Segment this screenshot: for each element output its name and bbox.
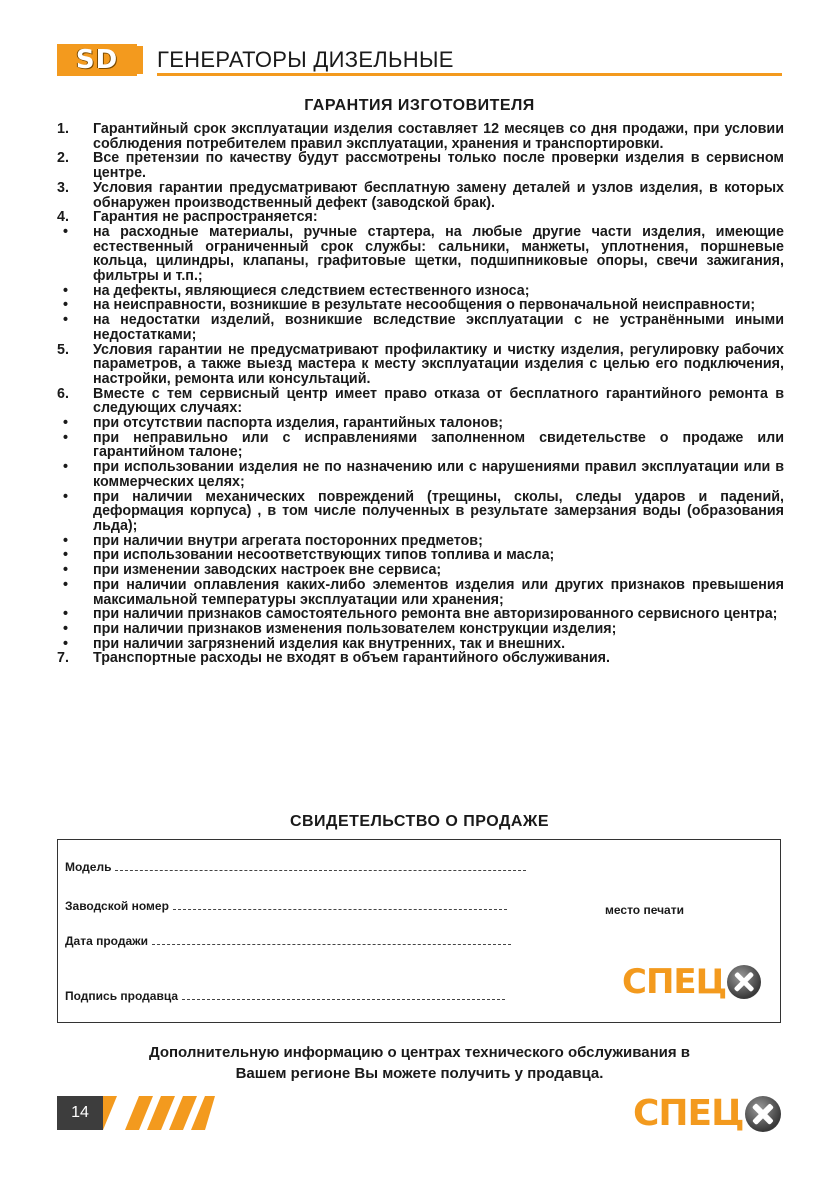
warranty-item-number: 7. (57, 650, 69, 667)
warranty-item-number: 4. (57, 209, 69, 226)
page-header (57, 44, 782, 76)
screw-icon (727, 965, 761, 999)
warranty-item-number: 5. (57, 341, 69, 358)
warranty-item (57, 343, 784, 387)
serial-number-field[interactable] (65, 899, 507, 913)
service-info-line-2: Вашем регионе Вы можете получить у продавца. (235, 1065, 604, 1082)
seller-signature-line (182, 989, 505, 1000)
spec-logo-form (622, 962, 761, 1002)
model-label: Модель (65, 860, 112, 874)
warranty-bullet: • при использовании несоответствующих типов топлива и масла; (57, 548, 784, 563)
warranty-bullet: • на расходные материалы, ручные стартера, на любые другие части изделия, имеющие естественный ограниченный срок службы: сальники, манжеты, уплотнения, поршневые кольца, цилиндры, клапаны, графитовые щетки, подшипниковые опоры, свечи зажигания, фильтры и т.п.; (57, 225, 784, 284)
header-title: ГЕНЕРАТОРЫ ДИЗЕЛЬНЫЕ (157, 47, 454, 72)
warranty-item-text: Гарантия не распространяется: (93, 209, 318, 226)
warranty-bullet: • на недостатки изделий, возникшие вследствие эксплуатации с не устранёнными иными недостатками; (57, 313, 784, 342)
warranty-item-text: Все претензии по качеству будут рассмотрены только после проверки изделия в сервисном центре. (93, 150, 784, 182)
sale-date-field[interactable] (65, 934, 511, 948)
model-line (115, 860, 526, 871)
warranty-item-text: Транспортные расходы не входят в объем гарантийного обслуживания. (93, 650, 610, 667)
warranty-item-text: Условия гарантии предусматривают бесплатную замену деталей и узлов изделия, в которых обнаружен производственный дефект (заводской брак). (93, 179, 784, 211)
seller-signature-label: Подпись продавца (65, 989, 179, 1003)
warranty-bullet: • при использовании изделия не по назначению или с нарушениями правил эксплуатации или в коммерческих целях; (57, 460, 784, 489)
warranty-item-number: 3. (57, 179, 69, 196)
warranty-bullet: • при наличии оплавления каких-либо элементов изделия или других признаков превышения максимальной температуры эксплуатации или хранения; (57, 578, 784, 607)
warranty-bullet: • при наличии признаков самостоятельного ремонта вне авторизированного сервисного центра; (57, 607, 784, 622)
warranty-item-text: Вместе с тем сервисный центр имеет право отказа от бесплатного гарантийного ремонта в следующих случаях: (93, 385, 784, 417)
warranty-bullet-list (57, 225, 784, 343)
model-field[interactable] (65, 860, 526, 874)
spec-logo-footer-word: СПЕЦ (633, 1093, 744, 1134)
warranty-bullet: • при наличии загрязнений изделия как внутренних, так и внешних. (57, 637, 784, 652)
sale-date-label: Дата продажи (65, 934, 149, 948)
stamp-place-label: место печати (605, 903, 684, 917)
page-number: 14 (71, 1104, 89, 1121)
warranty-item-number: 6. (57, 385, 69, 402)
warranty-item (57, 151, 784, 180)
warranty-item (57, 122, 784, 151)
warranty-bullet: • при отсутствии паспорта изделия, гарантийных талонов; (57, 416, 784, 431)
service-info-line-1: Дополнительную информацию о центрах технического обслуживания в (148, 1044, 691, 1061)
warranty-item-number: 2. (57, 150, 69, 167)
spec-logo-word: СПЕЦ (622, 962, 727, 1002)
service-info-note (0, 1042, 839, 1084)
warranty-bullet: • при наличии механических повреждений (трещины, сколы, следы ударов и падений, деформация корпуса) , в том числе полученных в результате замерзания воды (образования льда); (57, 490, 784, 534)
serial-number-label: Заводской номер (65, 899, 169, 913)
header-underline (157, 73, 782, 76)
header-accent-bar (137, 46, 143, 74)
sale-date-line (152, 934, 511, 945)
serial-number-line (173, 899, 507, 910)
warranty-bullet: • на неисправности, возникшие в результате несообщения о первоначальной неисправности; (57, 298, 784, 313)
footer-stripes (103, 1096, 215, 1130)
warranty-bullet: • при неправильно или с исправлениями заполненном свидетельстве о продаже или гарантийном талоне; (57, 431, 784, 460)
brand-badge-text: SD (75, 45, 119, 75)
warranty-item (57, 651, 784, 666)
screw-icon (745, 1096, 781, 1132)
warranty-item-text: Условия гарантии не предусматривают профилактику и чистку изделия, регулировку рабочих параметров, а также выезд мастера к месту эксплуатации изделия с целью его подключения, настройки, ремонта или консультаций. (93, 341, 784, 387)
sale-certificate-title: СВИДЕТЕЛЬСТВО О ПРОДАЖЕ (289, 813, 550, 830)
warranty-bullet: • на дефекты, являющиеся следствием естественного износа; (57, 284, 784, 299)
warranty-item (57, 210, 784, 225)
warranty-bullet: • при изменении заводских настроек вне сервиса; (57, 563, 784, 578)
sale-certificate-form (57, 839, 781, 1023)
seller-signature-field[interactable] (65, 989, 505, 1003)
warranty-list (57, 122, 784, 666)
page-number-badge (57, 1096, 103, 1130)
warranty-bullet-list (57, 416, 784, 651)
warranty-title: ГАРАНТИЯ ИЗГОТОВИТЕЛЯ (304, 97, 535, 114)
warranty-item-text: Гарантийный срок эксплуатации изделия составляет 12 месяцев со дня продажи, при условии соблюдения потребителем правил эксплуатации, хранения и транспортировки. (93, 121, 784, 152)
warranty-item (57, 181, 784, 210)
warranty-bullet: • при наличии признаков изменения пользователем конструкции изделия; (57, 622, 784, 637)
warranty-item (57, 387, 784, 416)
warranty-item-number: 1. (57, 121, 69, 137)
spec-logo-footer (633, 1093, 781, 1135)
warranty-bullet: • при наличии внутри агрегата посторонних предметов; (57, 534, 784, 549)
